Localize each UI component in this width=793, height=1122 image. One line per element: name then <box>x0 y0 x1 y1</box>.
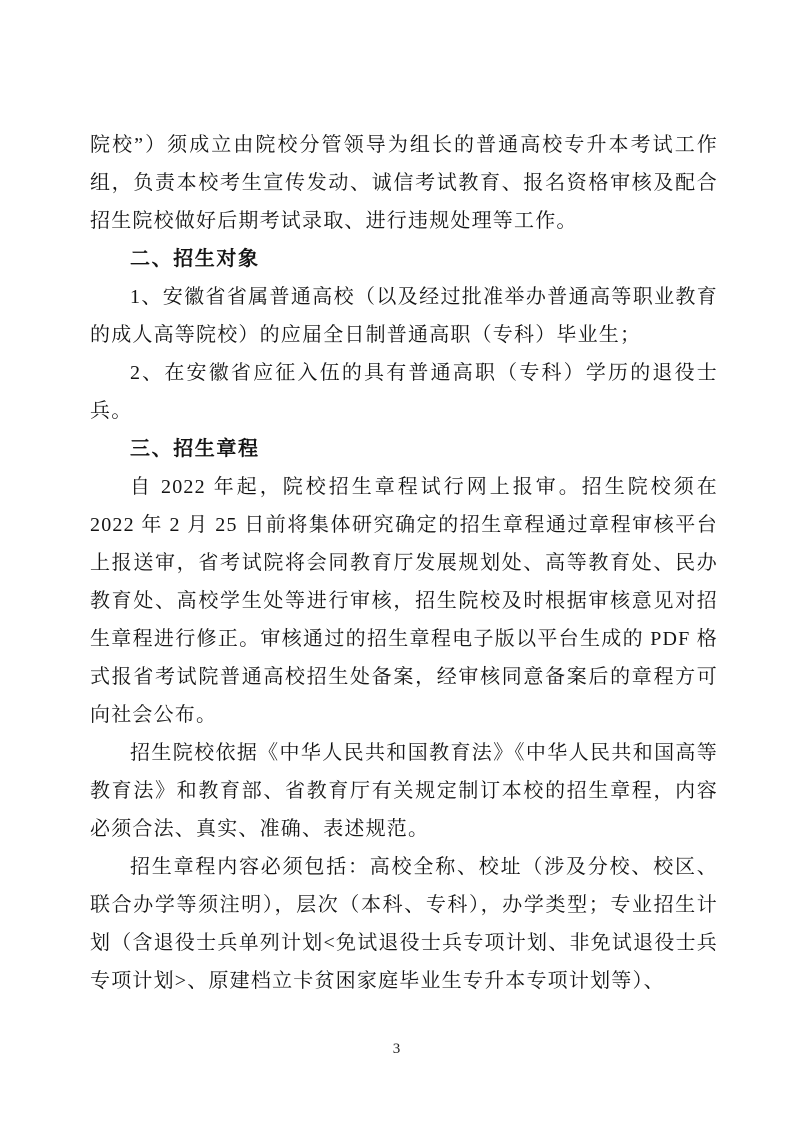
paragraph-item-2: 2、在安徽省应征入伍的具有普通高职（专科）学历的退役士兵。 <box>90 362 718 422</box>
paragraph-continued: 院校”）须成立由院校分管领导为组长的普通高校专升本考试工作组，负责本校考生宣传发动、诚信考试教育、报名资格审核及配合招生院校做好后期考试录取、进行违规处理等工作。 <box>90 134 718 232</box>
page-number: 3 <box>392 1041 401 1057</box>
section-heading-enrollment-charter: 三、招生章程 <box>130 438 260 460</box>
section-heading-enrollment-targets: 二、招生对象 <box>130 248 260 270</box>
paragraph-charter-process: 自 2022 年起，院校招生章程试行网上报审。招生院校须在 2022 年 2 月 25 日前将集体研究确定的招生章程通过章程审核平台上报送审，省考试院将会同教育厅发展规划处、高等教育处、民办教育处、高校学生处等进行审核，招生院校及时根据审核意见对招生章程进行修正。审核通过的招生章程电子版以平台生成的 PDF 格式报省考试院普通高校招生处备案，经审核同意备案后的章程方可向社会公布。 <box>90 476 718 726</box>
paragraph-item-1: 1、安徽省省属普通高校（以及经过批准举办普通高等职业教育的成人高等院校）的应届全日制普通高职（专科）毕业生； <box>90 286 718 346</box>
paragraph-charter-contents: 招生章程内容必须包括：高校全称、校址（涉及分校、校区、联合办学等须注明），层次（本科、专科），办学类型；专业招生计划（含退役士兵单列计划<免试退役士兵专项计划、非免试退役士兵专项计划>、原建档立卡贫困家庭毕业生专升本专项计划等）、 <box>90 856 718 992</box>
document-body <box>90 126 718 1000</box>
paragraph-charter-basis: 招生院校依据《中华人民共和国教育法》《中华人民共和国高等教育法》和教育部、省教育厅有关规定制订本校的招生章程，内容必须合法、真实、准确、表述规范。 <box>90 742 718 840</box>
